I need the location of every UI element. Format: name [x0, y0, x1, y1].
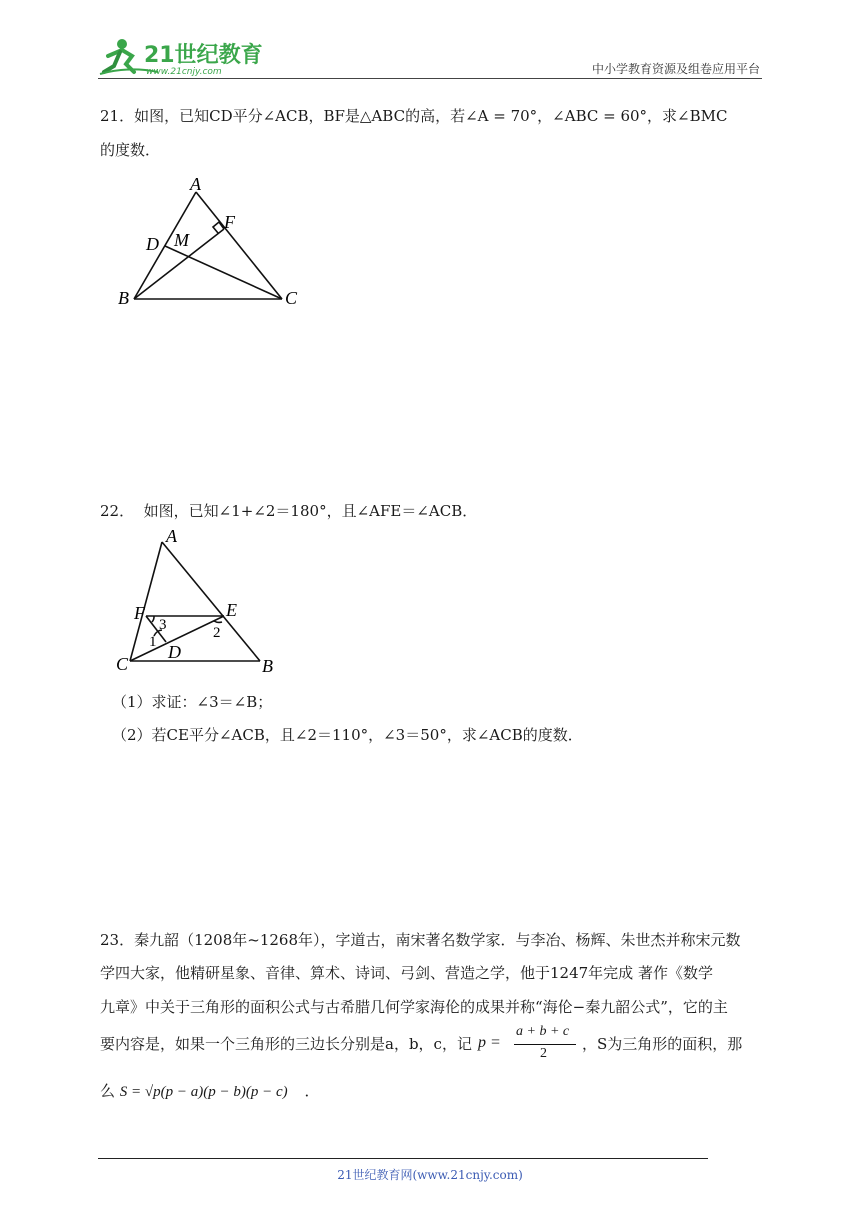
- q22-figure: [110, 530, 290, 680]
- q22-label-a: A: [166, 530, 177, 546]
- q22-label-3: 3: [159, 617, 167, 633]
- q21-text-line2: 的度数．: [100, 141, 161, 159]
- q22-line1: [100, 501, 477, 521]
- header-divider: [98, 78, 762, 79]
- q23-line4: [100, 1034, 472, 1054]
- q23-formula-denominator: 2: [540, 1046, 547, 1061]
- q23-line5: [100, 1081, 319, 1102]
- q23-formula-s: S = √p(p − a)(p − b)(p − c): [119, 1084, 288, 1100]
- logo-text: 21世纪教育: [144, 43, 263, 68]
- q22-label-b: B: [262, 656, 273, 676]
- logo-subtext: www.21cnjy.com: [146, 67, 222, 77]
- q23-formula-p-lhs: p =: [478, 1034, 501, 1051]
- q21-line1: [100, 106, 727, 126]
- q21-label-c: C: [285, 288, 298, 308]
- q23-formula-numerator: a + b + c: [516, 1024, 570, 1039]
- footer-link[interactable]: 21世纪教育网(www.21cnjy.com): [337, 1168, 523, 1182]
- q22-label-1: 1: [149, 634, 157, 650]
- q21-side-ac: [196, 192, 282, 299]
- site-logo: [98, 36, 268, 80]
- q22-side-ac: [130, 542, 162, 661]
- q21-bisector-cd: [165, 246, 282, 299]
- q23-formula-p: [478, 1024, 578, 1068]
- runner-logo-icon: [98, 36, 268, 80]
- q22-label-c: C: [116, 654, 129, 674]
- q21-label-d: D: [146, 234, 159, 254]
- q21-label-b: B: [118, 288, 129, 308]
- q21-label-a: A: [190, 174, 201, 194]
- q22-angle3-arc: [152, 616, 154, 622]
- q23-line3: 九章》中关于三角形的面积公式与古希腊几何学家海伦的成果并称“海伦−秦九韶公式”，它的主: [100, 998, 728, 1016]
- q22-triangle-diagram: [110, 530, 290, 680]
- footer-divider: [98, 1158, 708, 1159]
- q21-figure: [110, 172, 320, 312]
- q23-line4-post: ，S为三角形的面积，那: [582, 1035, 743, 1053]
- q23-line5-pre: 么: [100, 1082, 116, 1100]
- q22-label-f: F: [134, 603, 145, 623]
- q22-intro: 如图，已知∠1+∠2＝180°，且∠AFE＝∠ACB．: [143, 502, 478, 520]
- q22-label-d: D: [168, 642, 181, 662]
- q23-line1: 23．秦九韶（1208年~1268年），字道古，南宋著名数学家．与李冶、杨辉、朱世杰并称宋元数: [100, 931, 741, 949]
- q23-line2: 学四大家，他精研星象、音律、算术、诗词、弓剑、营造之学，他于1247年完成 著作《数学: [100, 964, 713, 982]
- q22-label-2: 2: [213, 625, 221, 641]
- q21-label-f: F: [224, 212, 235, 232]
- q23-fraction-bar: [514, 1044, 576, 1045]
- q21-triangle-diagram: [110, 172, 320, 312]
- q22-angle2-arc: [214, 621, 222, 622]
- q22-label-e: E: [226, 600, 237, 620]
- q22-part2: （2）若CE平分∠ACB，且∠2＝110°，∠3＝50°，求∠ACB的度数．: [112, 726, 583, 744]
- q21-number: 21．: [100, 107, 135, 125]
- q23-line5-post: ．: [304, 1082, 320, 1100]
- q21-label-m: M: [174, 230, 189, 250]
- q21-text-line1: 如图，已知CD平分∠ACB，BF是△ABC的高，若∠A = 70°，∠ABC = 60°，求∠BMC: [134, 107, 728, 125]
- header-tagline: 中小学教育资源及组卷应用平台: [591, 62, 760, 76]
- q23-line4-pre: 要内容是，如果一个三角形的三边长分别是a，b，c，记: [100, 1035, 472, 1053]
- q22-part1: （1）求证：∠3＝∠B；: [112, 693, 273, 711]
- q22-number: 22．: [100, 502, 135, 520]
